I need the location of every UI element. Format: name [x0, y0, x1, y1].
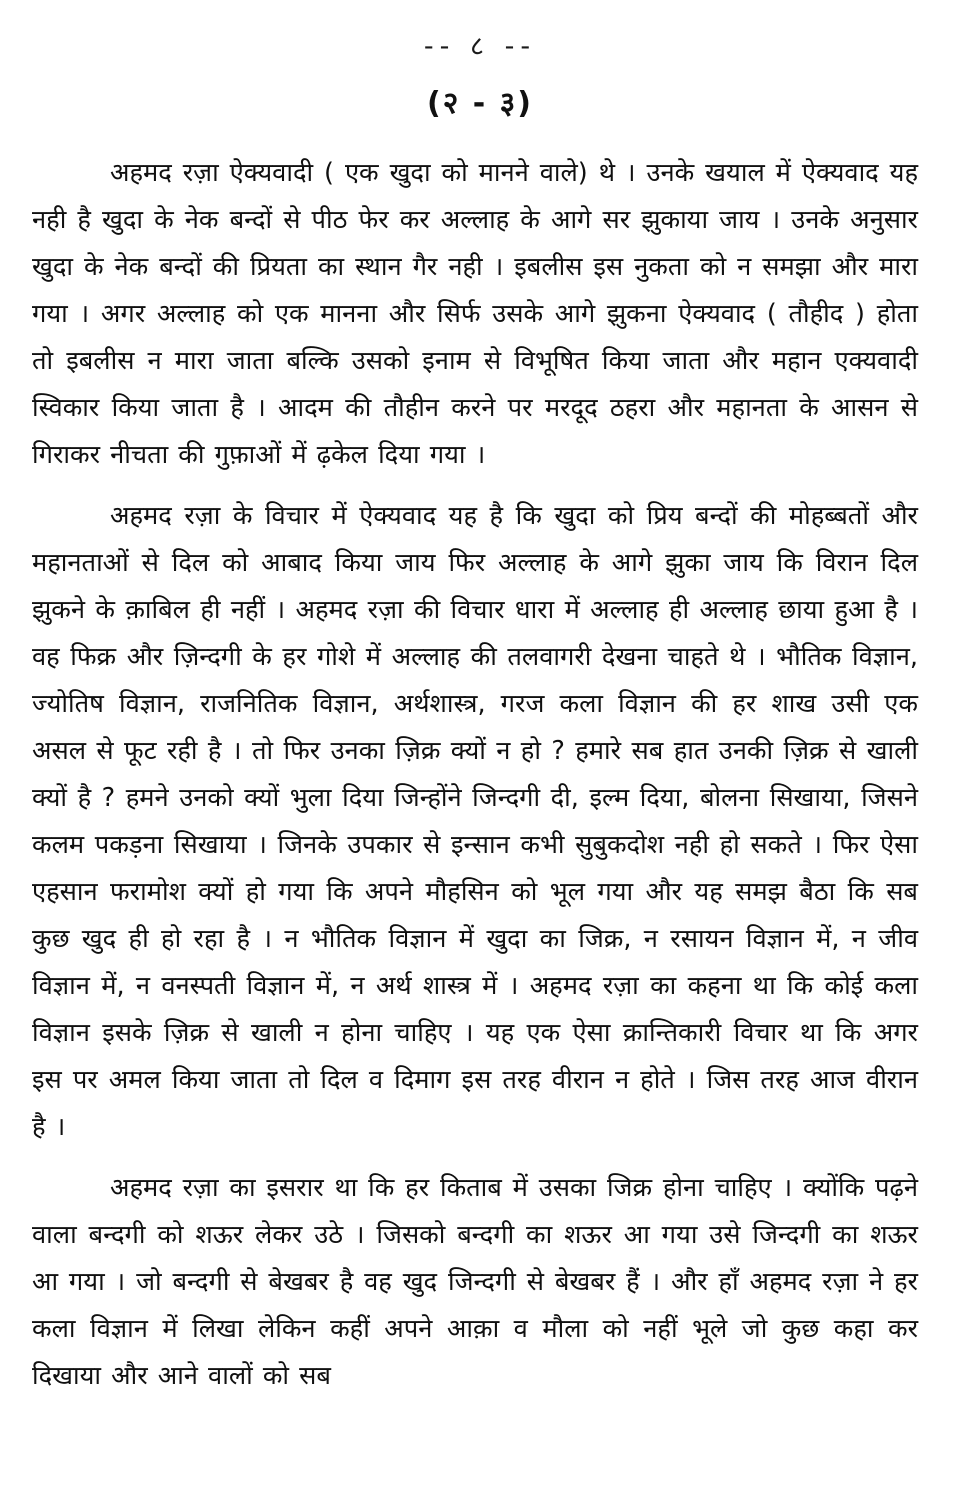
- paragraph: अहमद रज़ा का इसरार था कि हर किताब में उसका जिक्र होना चाहिए । क्योंकि पढ़ने वाला बन्दगी को शऊर लेकर उठे । जिसको बन्दगी का शऊर आ गया उसे जिन्दगी का शऊर आ गया । जो बन्दगी से बेखबर है वह खुद जिन्दगी से बेखबर हैं । और हाँ अहमद रज़ा ने हर कला विज्ञान में लिखा लेकिन कहीं अपने आक़ा व मौला को नहीं भूले जो कुछ कहा कर दिखाया और आने वालों को सब: [32, 1173, 918, 1391]
- page-number: -- ८ --: [423, 31, 537, 62]
- body-text: [30, 150, 930, 1400]
- paragraph: अहमद रज़ा के विचार में ऐक्यवाद यह है कि खुदा को प्रिय बन्दों की मोहब्बतों और महानताओं से दिल को आबाद किया जाय फिर अल्लाह के आगे झुका जाय कि विरान दिल झुकने के क़ाबिल ही नहीं । अहमद रज़ा की विचार धारा में अल्लाह ही अल्लाह छाया हुआ है । वह फिक्र और ज़िन्दगी के हर गोशे में अल्लाह की तलवागरी देखना चाहते थे । भौतिक विज्ञान, ज्योतिष विज्ञान, राजनितिक विज्ञान, अर्थशास्त्र, गरज कला विज्ञान की हर शाख उसी एक असल से फूट रही है । तो फिर उनका ज़िक्र क्यों न हो ? हमारे सब हात उनकी ज़िक्र से खाली क्यों है ? हमने उनको क्यों भुला दिया जिन्होंने जिन्दगी दी, इल्म दिया, बोलना सिखाया, जिसने कलम पकड़ना सिखाया । जिनके उपकार से इन्सान कभी सुबुकदोश नही हो सकते । फिर ऐसा एहसान फरामोश क्यों हो गया कि अपने मौहसिन को भूल गया और यह समझ बैठा कि सब कुछ खुद ही हो रहा है । न भौतिक विज्ञान में खुदा का जिक्र, न रसायन विज्ञान में, न जीव विज्ञान में, न वनस्पती विज्ञान में, न अर्थ शास्त्र में । अहमद रज़ा का कहना था कि कोई कला विज्ञान इसके ज़िक्र से खाली न होना चाहिए । यह एक ऐसा क्रान्तिकारी विचार था कि अगर इस पर अमल किया जाता तो दिल व दिमाग इस तरह वीरान न होते । जिस तरह आज वीरान है ।: [32, 501, 918, 1142]
- section-heading: (२ - ३): [427, 86, 533, 121]
- paragraph: अहमद रज़ा ऐक्यवादी ( एक खुदा को मानने वाले) थे । उनके खयाल में ऐक्यवाद यह नही है खुदा के नेक बन्दों से पीठ फेर कर अल्लाह के आगे सर झुकाया जाय । उनके अनुसार खुदा के नेक बन्दों की प्रियता का स्थान गैर नही । इबलीस इस नुकता को न समझा और मारा गया । अगर अल्लाह को एक मानना और सिर्फ उसके आगे झुकना ऐक्यवाद ( तौहीद ) होता तो इबलीस न मारा जाता बल्कि उसको इनाम से विभूषित किया जाता और महान एक्यवादी स्विकार किया जाता है । आदम की तौहीन करने पर मरदूद ठहरा और महानता के आसन से गिराकर नीचता की गुफ़ाओं में ढ़केल दिया गया ।: [32, 158, 918, 470]
